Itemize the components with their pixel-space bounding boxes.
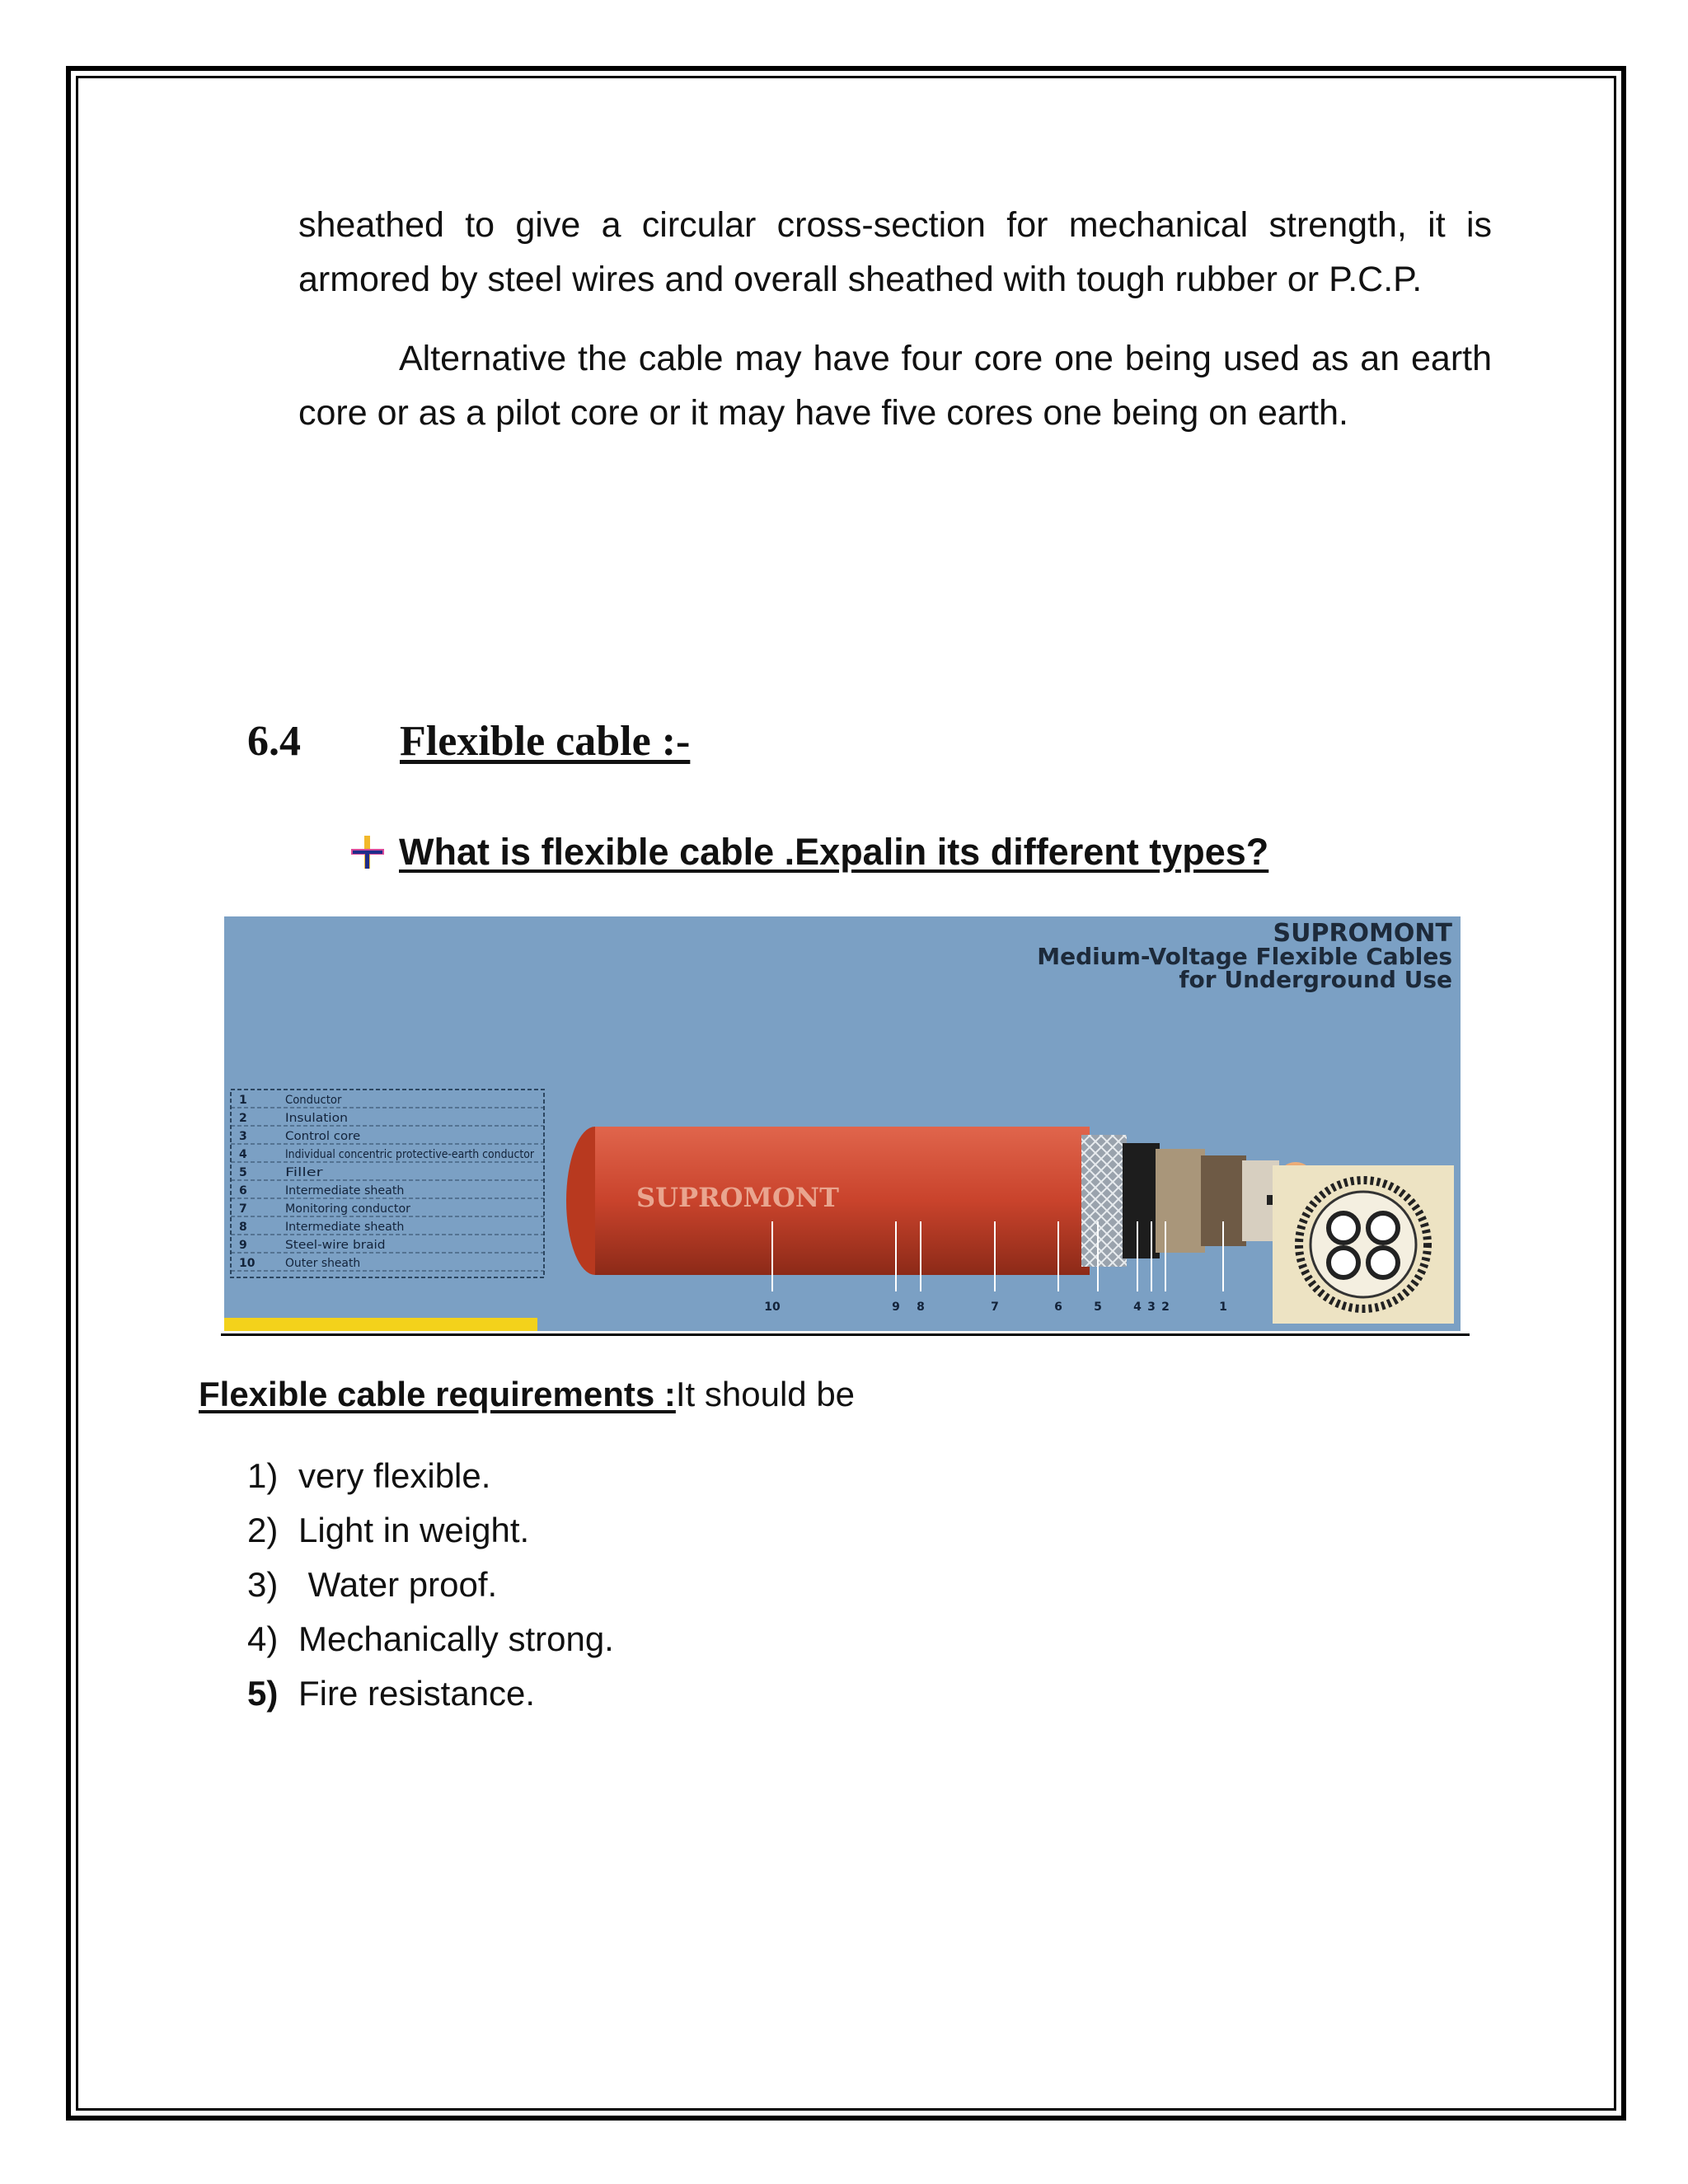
figure-divider (221, 1333, 1470, 1336)
figure-brand: SUPROMONT (1273, 919, 1452, 948)
list-text: Fire resistance. (298, 1674, 536, 1713)
list-item (247, 1612, 614, 1666)
figure-yellow-tab (224, 1318, 537, 1331)
legend-label: Outer sheath (285, 1257, 361, 1270)
cable-diagram (224, 916, 1461, 1331)
callout-number: 4 (1133, 1301, 1142, 1314)
requirements-suffix: It should be (675, 1375, 856, 1413)
paragraph-alternative-cores: Alternative the cable may have four core one being used as an earth core or as a pilot core or it may have five cores one being on earth. (298, 339, 1492, 433)
legend-label: Steel-wire braid (285, 1239, 386, 1252)
list-number: 5) (247, 1674, 279, 1713)
legend-number: 4 (239, 1148, 247, 1161)
legend-label: Filler (285, 1166, 323, 1179)
legend-number: 2 (239, 1112, 247, 1125)
legend-number: 9 (239, 1239, 247, 1252)
callout-number: 3 (1147, 1301, 1156, 1314)
list-item (247, 1503, 614, 1558)
list-number: 3) (247, 1565, 279, 1604)
list-text: Mechanically strong. (298, 1619, 614, 1658)
legend-number: 1 (239, 1094, 247, 1107)
question-text: What is flexible cable .Expalin its different types? (399, 831, 1269, 873)
legend-number: 8 (239, 1221, 247, 1234)
legend-label: Control core (285, 1130, 361, 1143)
question-heading (349, 831, 1268, 874)
list-text: very flexible. (298, 1456, 491, 1495)
list-item (247, 1666, 614, 1721)
requirements-label: Flexible cable requirements : (199, 1375, 676, 1413)
figure-subtitle-2: for Underground Use (1179, 966, 1452, 993)
legend-label: Individual concentric protective-earth conductor (285, 1148, 535, 1161)
section-title: Flexible cable :- (400, 718, 691, 765)
callout-number: 7 (991, 1301, 999, 1314)
list-text: Light in weight. (298, 1511, 530, 1549)
paragraph-sheathing: sheathed to give a circular cross-section for mechanical strength, it is armored by steel wires and overall sheathed with tough rubber or P.C.P. (298, 205, 1492, 299)
legend-number: 7 (239, 1202, 247, 1216)
list-item (247, 1449, 614, 1503)
list-number: 2) (247, 1511, 279, 1549)
list-number: 1) (247, 1456, 279, 1495)
legend-label: Conductor (285, 1094, 342, 1107)
figure-subtitle-1: Medium-Voltage Flexible Cables (1037, 943, 1452, 970)
section-number: 6.4 (247, 718, 301, 765)
callout-number: 2 (1161, 1301, 1170, 1314)
legend-number: 6 (239, 1184, 247, 1197)
callout-number: 1 (1219, 1301, 1227, 1314)
cable-figure (224, 916, 1461, 1331)
plus-bullet-icon (349, 834, 386, 870)
requirements-intro (199, 1375, 855, 1414)
callout-number: 9 (892, 1301, 900, 1314)
list-number: 4) (247, 1619, 279, 1658)
callout-number: 8 (917, 1301, 925, 1314)
cable-print: SUPROMONT (636, 1182, 839, 1213)
callout-number: 10 (764, 1301, 781, 1314)
list-item (247, 1558, 614, 1612)
callout-number: 5 (1094, 1301, 1102, 1314)
callout-number: 6 (1054, 1301, 1062, 1314)
requirements-list (247, 1449, 614, 1721)
legend-number: 3 (239, 1130, 247, 1143)
cable-cross-section (1273, 1165, 1454, 1324)
legend-label: Intermediate sheath (285, 1184, 405, 1197)
legend-number: 5 (239, 1166, 247, 1179)
legend-number: 10 (239, 1257, 256, 1270)
list-text: Water proof. (298, 1565, 498, 1604)
legend-label: Intermediate sheath (285, 1221, 405, 1234)
legend-label: Insulation (285, 1112, 348, 1125)
legend-label: Monitoring conductor (285, 1202, 411, 1216)
